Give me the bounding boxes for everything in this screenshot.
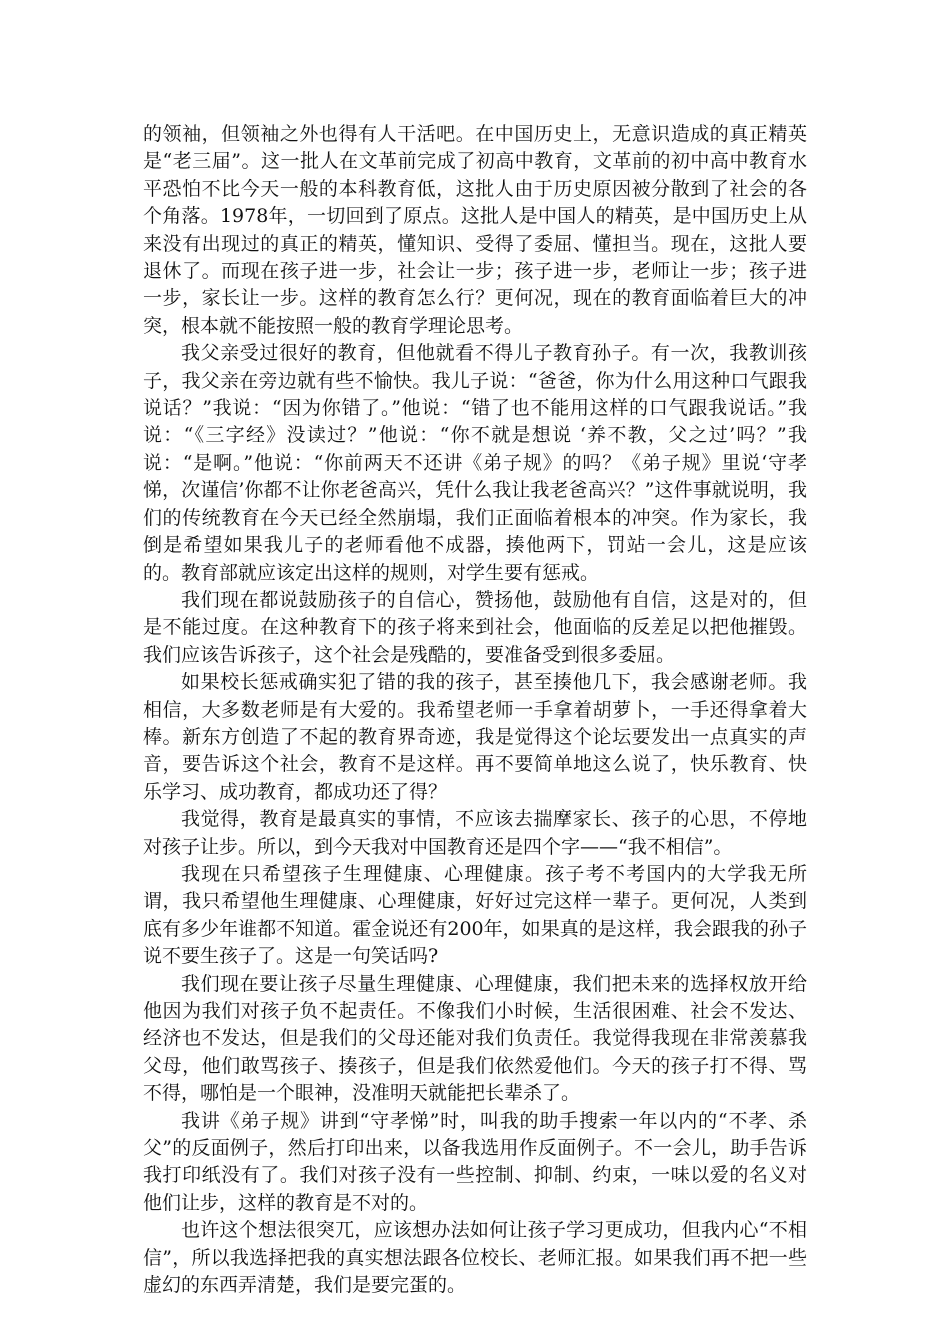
paragraph-9: 也许这个想法很突兀，应该想办法如何让孩子学习更成功，但我内心“不相信”，所以我选择把我的真实想法跟各位校长、老师汇报。如果我们再不把一些虚幻的东西弄清楚，我们是要完蛋的。 xyxy=(143,1219,807,1297)
paragraph-8: 我讲《弟子规》讲到“守孝悌”时，叫我的助手搜索一年以内的“不孝、杀父”的反面例子，然后打印出来，以备我选用作反面例子。不一会儿，助手告诉我打印纸没有了。我们对孩子没有一些控制、抑制、约束，一味以爱的名义对他们让步，这样的教育是不对的。 xyxy=(143,1109,807,1214)
paragraph-1: 的领袖，但领袖之外也得有人干活吧。在中国历史上，无意识造成的真正精英是“老三届”。这一批人在文革前完成了初高中教育，文革前的初中高中教育水平恐怕不比今天一般的本科教育低，这批人由于历史原因被分散到了社会的各个角落。1978年，一切回到了原点。这批人是中国人的精英，是中国历史上从来没有出现过的真正的精英，懂知识、受得了委屈、懂担当。现在，这批人要退休了。而现在孩子进一步，社会让一步；孩子进一步，老师让一步；孩子进一步，家长让一步。这样的教育怎么行？更何况，现在的教育面临着巨大的冲突，根本就不能按照一般的教育学理论思考。 xyxy=(143,123,807,337)
paragraph-2: 我父亲受过很好的教育，但他就看不得儿子教育孙子。有一次，我教训孩子，我父亲在旁边就有些不愉快。我儿子说：“爸爸，你为什么用这种口气跟我说话？”我说：“因为你错了。”他说：“错了也不能用这样的口气跟我说话。”我说：“《三字经》没读过？”他说：“你不就是想说 ‘养不教，父之过’吗？”我说：“是啊。”他说：“你前两天不还讲《弟子规》的吗？《弟子规》里说‘守孝悌，次谨信’你都不让你老爸高兴，凭什么我让我老爸高兴？”这件事就说明，我们的传统教育在今天已经全然崩塌，我们正面临着根本的冲突。作为家长，我倒是希望如果我儿子的老师看他不成器，揍他两下，罚站一会儿，这是应该的。教育部就应该定出这样的规则，对学生要有惩戒。 xyxy=(143,342,807,584)
paragraph-6: 我现在只希望孩子生理健康、心理健康。孩子考不考国内的大学我无所谓，我只希望他生理健康、心理健康，好好过完这样一辈子。更何况，人类到底有多少年谁都不知道。霍金说还有200年，如果真的是这样，我会跟我的孙子说不要生孩子了。这是一句笑话吗? xyxy=(143,862,807,968)
paragraph-4: 如果校长惩戒确实犯了错的我的孩子，甚至揍他几下，我会感谢老师。我相信，大多数老师是有大爱的。我希望老师一手拿着胡萝卜，一手还得拿着大棒。新东方创造了不起的教育界奇迹，我是觉得这个论坛要发出一点真实的声音，要告诉这个社会，教育不是这样。再不要简单地这么说了，快乐教育、快乐学习、成功教育，都成功还了得？ xyxy=(143,671,807,803)
paragraph-5: 我觉得，教育是最真实的事情，不应该去揣摩家长、孩子的心思，不停地对孩子让步。所以，到今天我对中国教育还是四个字——“我不相信”。 xyxy=(143,808,807,858)
document-body xyxy=(143,121,807,1299)
paragraph-3: 我们现在都说鼓励孩子的自信心，赞扬他，鼓励他有自信，这是对的，但是不能过度。在这种教育下的孩子将来到社会，他面临的反差足以把他摧毁。我们应该告诉孩子，这个社会是残酷的，要准备受到很多委屈。 xyxy=(143,588,807,666)
paragraph-7: 我们现在要让孩子尽量生理健康、心理健康，我们把未来的选择权放开给他因为我们对孩子负不起责任。不像我们小时候，生活很困难、社会不发达、经济也不发达，但是我们的父母还能对我们负责任。我觉得我现在非常羡慕我父母，他们敢骂孩子、揍孩子，但是我们依然爱他们。今天的孩子打不得、骂不得，哪怕是一个眼神，没准明天就能把长辈杀了。 xyxy=(143,972,807,1105)
